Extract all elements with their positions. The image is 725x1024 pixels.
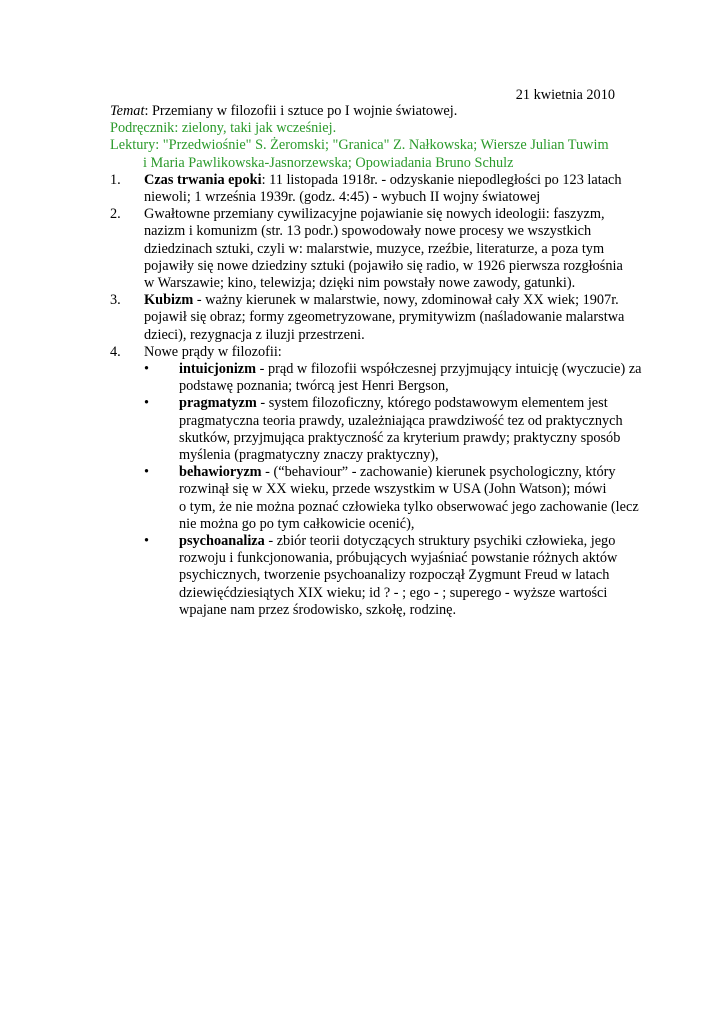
item-line: : 11 listopada 1918r. - odzyskanie niepodległości po 123 latach: [261, 171, 622, 188]
item-term: Czas trwania epoki: [144, 171, 262, 188]
bullet-line: pragmatyczna teoria prawdy, uzależniająca prawdziwość tez od praktycznych: [179, 412, 623, 429]
bullet-list: [110, 361, 642, 619]
bullet-icon: •: [144, 464, 150, 481]
bullet-line: skutków, przyjmująca praktyczność za kryterium prawdy; praktyczny sposób: [179, 429, 621, 446]
bullet-term: pragmatyzm: [179, 395, 257, 412]
item-number: 4.: [110, 343, 121, 360]
bullet-icon: •: [144, 395, 150, 412]
bullet-item-pragmatyzm: [110, 395, 623, 464]
document-body: [110, 103, 642, 619]
bullet-icon: •: [144, 361, 150, 378]
topic-label: Temat: [110, 103, 145, 119]
item-line: dziedzinach sztuki, czyli w: malarstwie, muzyce, rzeźbie, literaturze, a poza tym: [144, 240, 605, 257]
bullet-line: wpajane nam przez środowisko, szkołę, rodzinę.: [179, 601, 457, 618]
list-item-1: [110, 172, 620, 206]
item-line: pojawiły się nowe dziedziny sztuki (pojawiło się radio, w 1926 pierwsza rozgłośnia: [144, 257, 623, 274]
item-line: Nowe prądy w filozofii:: [144, 343, 282, 360]
bullet-line: o tym, że nie można poznać człowieka tylko obserwować jego zachowanie (lecz: [179, 498, 639, 515]
bullet-term: intuicjonizm: [179, 361, 257, 378]
bullet-line: dziewięćdziesiątych XIX wieku; id ? - ; ego - ; superego - wyższe wartości: [179, 584, 608, 601]
item-line: dzieci), rezygnacja z iluzji przestrzeni.: [144, 326, 365, 343]
bullet-item-psychoanaliza: [110, 533, 620, 619]
bullet-icon: •: [144, 533, 150, 550]
bullet-line: - (“behaviour” - zachowanie) kierunek psychologiczny, który: [261, 464, 616, 481]
list-item-3: [110, 292, 625, 344]
bullet-line: nie można go po tym całkowicie ocenić),: [179, 515, 415, 532]
bullet-line: podstawę poznania; twórcą jest Henri Bergson,: [179, 378, 449, 395]
item-number: 1.: [110, 171, 121, 188]
item-line: Gwałtowne przemiany cywilizacyjne pojawianie się nowych ideologii: faszyzm,: [144, 206, 605, 223]
item-line: w Warszawie; kino, telewizja; dzięki nim powstały nowe zawody, gatunki).: [144, 275, 576, 292]
textbook-line: Podręcznik: zielony, taki jak wcześniej.: [110, 120, 337, 137]
bullet-line: myślenia (pragmatyczny znaczy praktyczny),: [179, 447, 439, 464]
readings-line-1: Lektury: "Przedwiośnie" S. Żeromski; "Granica" Z. Nałkowska; Wiersze Julian Tuwim: [110, 137, 609, 154]
bullet-line: - system filozoficzny, którego podstawowym elementem jest: [256, 395, 608, 412]
list-item-4: [110, 344, 620, 361]
bullet-line: psychicznych, tworzenie psychoanalizy rozpoczął Zygmunt Freud w latach: [179, 567, 610, 584]
item-line: pojawił się obraz; formy zgeometryzowane, prymitywizm (naśladowanie malarstwa: [144, 309, 625, 326]
item-line: - ważny kierunek w malarstwie, nowy, zdominował cały XX wiek; 1907r.: [193, 292, 619, 309]
bullet-line: - prąd w filozofii współczesnej przyjmujący intuicję (wyczucie) za: [256, 361, 642, 378]
topic-text: : Przemiany w filozofii i sztuce po I wojnie światowej.: [144, 103, 458, 119]
item-number: 3.: [110, 292, 121, 309]
item-term: Kubizm: [144, 292, 194, 309]
item-line: nazizm i komunizm (str. 13 podr.) spowodowały nowe procesy we wszystkich: [144, 223, 592, 240]
bullet-item-intuicjonizm: [110, 361, 642, 395]
bullet-line: - zbiór teorii dotyczących struktury psychiki człowieka, jego: [264, 533, 616, 550]
bullet-term: behawioryzm: [179, 464, 262, 481]
bullet-term: psychoanaliza: [179, 533, 265, 550]
item-number: 2.: [110, 206, 121, 223]
topic-line: [110, 103, 620, 120]
bullet-line: rozwoju i funkcjonowania, próbujących wyjaśniać powstanie różnych aktów: [179, 550, 618, 567]
readings-line-2: i Maria Pawlikowska-Jasnorzewska; Opowiadania Bruno Schulz: [143, 154, 514, 171]
date: 21 kwietnia 2010: [515, 87, 615, 103]
list-item-2: [110, 206, 623, 292]
bullet-item-behawioryzm: [110, 464, 639, 533]
bullet-line: rozwinął się w XX wieku, przede wszystkim w USA (John Watson); mówi: [179, 481, 607, 498]
item-line: niewoli; 1 września 1939r. (godz. 4:45) - wybuch II wojny światowej: [144, 189, 541, 206]
